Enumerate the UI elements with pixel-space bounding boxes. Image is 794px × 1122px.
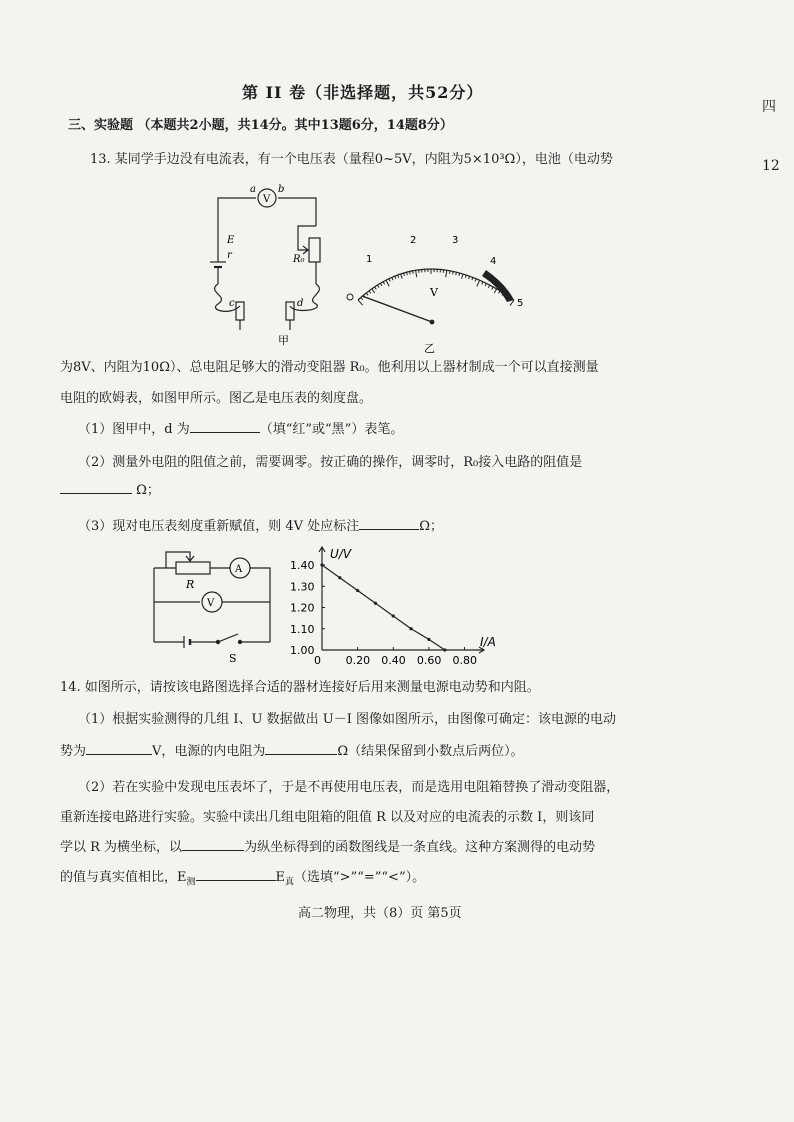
dial-tick-mark (372, 289, 375, 293)
q14-e-meas: 的值与真实值相比，E (60, 870, 187, 885)
q13-sub1-answer-blank[interactable] (190, 419, 260, 433)
q14-intro: 14. 如图所示，请按该电路图选择合适的器材连接好后用来测量电源电动势和内阻。 (60, 680, 540, 695)
q14-sub1-emf-label: 势为 (60, 744, 87, 759)
jia-caption: 甲 (278, 334, 289, 347)
dial-tick-1: 1 (366, 254, 373, 265)
chart-y-tick-label: 1.10 (290, 622, 315, 636)
figure-q14-circuit (146, 540, 286, 668)
chart-data-point (320, 563, 323, 566)
q14-sub2-text-c: 学以 R 为横坐标，以 (60, 840, 183, 855)
dial-tick-3: 3 (452, 235, 459, 246)
jia-label-E: E (227, 235, 235, 246)
dial-tick-mark (453, 271, 454, 274)
jia-label-b: b (278, 184, 285, 195)
dial-tick-mark (477, 280, 480, 286)
chart-x-tick-label: 0.40 (381, 654, 406, 667)
dial-tick-mark (465, 275, 466, 278)
chart-y-tick-label: 1.30 (290, 580, 315, 594)
q13-sub2-answer-blank[interactable] (60, 480, 132, 494)
q13-intro-2: 为8V、内阻为10Ω）、总电阻足够大的滑动变阻器 R₀。他利用以上器材制成一个可以直接测量 (60, 360, 599, 375)
dial-tick-5: 5 (517, 298, 524, 309)
chart-ylabel: U/V (330, 547, 352, 561)
dial-unit-V: V (430, 286, 438, 299)
dial-tick-mark (472, 277, 473, 280)
chart-xlabel: I/A (480, 635, 496, 649)
chart-x-tick-label: 0.60 (416, 654, 442, 667)
dial-tick-mark (361, 298, 363, 300)
q14-ordinate-answer-blank[interactable] (182, 837, 244, 851)
q13-sub3-unit: Ω； (419, 519, 443, 534)
q14-sub2-text-d: 为纵坐标得到的函数图线是一条直线。这种方案测得的电动势 (244, 840, 596, 855)
q14-sub1-r-label: V，电源的内电阻为 (152, 744, 266, 759)
q14-emf-answer-blank[interactable] (86, 741, 152, 755)
chart-y-tick-label: 1.40 (290, 559, 315, 572)
q13-sub3-answer-blank[interactable] (359, 516, 419, 530)
dial-tick-mark (369, 291, 371, 293)
q13-sub1-text: （1）图甲中，d 为 (78, 422, 190, 437)
dial-tick-mark (482, 282, 483, 285)
q14-circuit-switch-label: S (229, 652, 237, 665)
dial-tick-mark (410, 271, 411, 274)
margin-number: 12 (762, 158, 780, 174)
dial-tick-mark (398, 275, 399, 278)
ui-chart (286, 540, 502, 670)
chart-data-point (392, 614, 395, 617)
q14-r-answer-blank[interactable] (265, 741, 337, 755)
q14-circuit-voltmeter: V (207, 598, 215, 609)
chart-data-point (356, 589, 359, 592)
dial-tick-mark (498, 291, 500, 294)
q14-e-meas-sub: 测 (186, 877, 196, 888)
q13-intro-1: 13. 某同学手边没有电流表，有一个电压表（量程0~5V，内阻为5×10³Ω），电池（电动势 (90, 152, 613, 167)
chart-x-tick-label: 0.80 (452, 654, 477, 667)
jia-label-c: c (229, 298, 235, 309)
page-footer: 高二物理，共（8）页 第5页 (298, 906, 462, 921)
q13-sub2-line2 (60, 479, 160, 498)
chart-data-point (374, 602, 377, 605)
margin-char: 四 (762, 99, 776, 115)
chart-y-tick-label: 1.20 (290, 601, 315, 615)
chart-y-tick-label: 1.00 (290, 644, 315, 657)
dial-tick-mark (462, 274, 463, 279)
dial-tick-2: 2 (410, 235, 417, 246)
chart-data-point (443, 648, 446, 651)
section-title: 第 II 卷（非选择题，共52分） (242, 83, 484, 102)
dial-tick-4: 4 (490, 256, 497, 267)
q14-compare-answer-blank[interactable] (196, 867, 276, 881)
q14-sub1-end: Ω（结果保留到小数点后两位）。 (337, 744, 524, 759)
chart-data-point (427, 638, 430, 641)
dial-tick-mark (401, 274, 403, 279)
dial-tick-mark (377, 285, 379, 288)
jia-label-R0: R₀ (293, 254, 305, 265)
q14-sub2-line1: （2）若在实验中发现电压表坏了，于是不再使用电压表，而是选用电阻箱替换了滑动变阻器， (78, 780, 620, 795)
q14-sub2-line4 (60, 866, 425, 888)
q14-e-true: E (275, 870, 286, 885)
q13-sub3-text: （3）现对电压表刻度重新赋值，则 4V 处应标注 (78, 519, 360, 534)
q13-sub1-text-end: （填“红”或“黑”）表笔。 (259, 422, 404, 437)
dial-tick-mark (395, 276, 396, 279)
dial-tick-mark (392, 277, 393, 280)
yi-caption: 乙 (424, 342, 435, 355)
q14-sub2-line3 (60, 836, 595, 855)
q13-sub1 (78, 418, 403, 437)
figure-jia-circuit (200, 180, 340, 350)
q13-sub2-text: （2）测量外电阻的阻值之前，需要调零。按正确的操作，调零时，R₀接入电路的阻值是 (78, 455, 583, 470)
q13-sub3 (78, 515, 443, 534)
dial-tick-mark (492, 287, 493, 290)
jia-label-d: d (297, 298, 304, 309)
dial-tick-mark (416, 270, 417, 277)
q14-sub1-line2 (60, 740, 524, 759)
q14-e-true-sub: 真 (285, 877, 295, 888)
dial-tick-mark (456, 272, 457, 275)
dial-tick-mark (389, 279, 390, 282)
figure-yi-dial (336, 222, 536, 362)
dial-tick-mark (404, 273, 405, 276)
q14-sub1-line1: （1）根据实验测得的几组 I、U 数据做出 U－I 图像如图所示，由图像可确定：该电源的电动 (78, 712, 616, 727)
q14-circuit-label-R: R (186, 578, 195, 591)
q14-sub2-line2: 重新连接电路进行实验。实验中读出几组电阻箱的阻值 R 以及对应的电流表的示数 I，则该同 (60, 810, 595, 825)
dial-tick-mark (413, 271, 414, 274)
jia-label-a: a (250, 184, 256, 195)
dial-tick-mark (485, 283, 486, 286)
part-header: 三、实验题 （本题共2小题，共14分。其中13题6分，14题8分） (68, 118, 453, 133)
jia-voltmeter-symbol: V (263, 194, 271, 205)
chart-data-point (338, 576, 341, 579)
dial-tick-mark (383, 282, 384, 285)
chart-x-tick-label: 0.20 (345, 654, 371, 667)
chart-x-tick-label: 0 (314, 654, 321, 667)
q13-intro-3: 电阻的欧姆表，如图甲所示。图乙是电压表的刻度盘。 (60, 391, 373, 406)
dial-tick-mark (446, 270, 447, 277)
dial-tick-mark (475, 279, 476, 282)
jia-label-r: r (227, 250, 232, 261)
dial-tick-mark (386, 280, 389, 286)
dial-tick-mark (488, 285, 489, 288)
q14-circuit-ammeter: A (235, 564, 243, 575)
dial-tick-mark (494, 289, 496, 293)
chart-data-point (409, 627, 412, 630)
dial-tick-mark (366, 293, 368, 295)
q13-sub2-unit: Ω； (136, 483, 160, 498)
dial-tick-mark (469, 276, 470, 279)
dial-tick-mark (380, 283, 382, 286)
q14-sub2-end: （选填“>”“=”“<”）。 (294, 870, 426, 885)
dial-tick-mark (375, 287, 377, 289)
dial-tick-mark (358, 300, 363, 305)
dial-tick-mark (449, 271, 450, 274)
